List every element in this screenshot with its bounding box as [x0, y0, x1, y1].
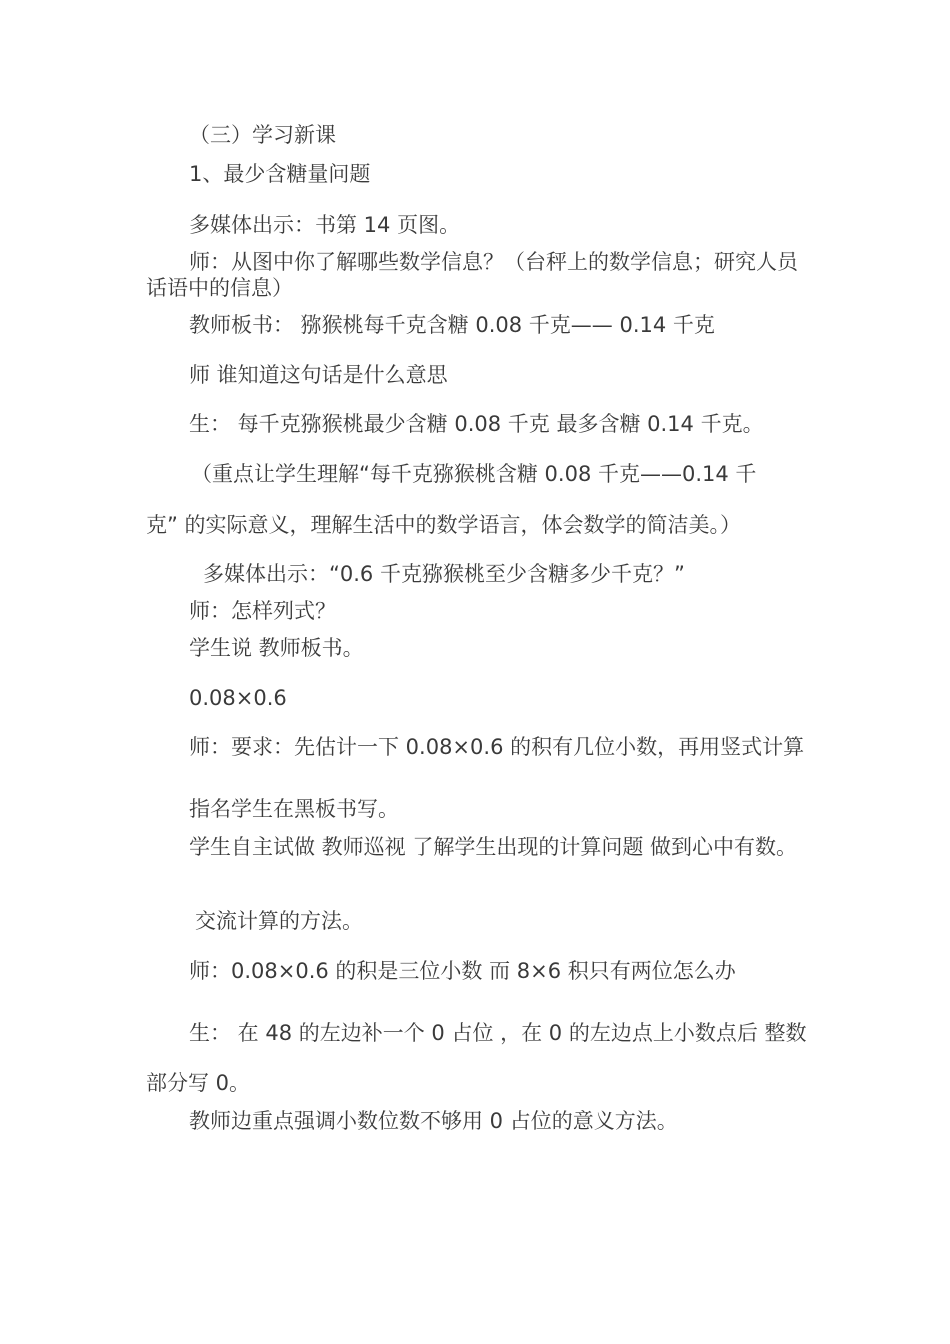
paragraph: 交流计算的方法。 — [195, 909, 363, 933]
section-heading: （三）学习新课 — [189, 123, 336, 147]
paragraph: 学生自主试做 教师巡视 了解学生出现的计算问题 做到心中有数。 — [189, 835, 798, 859]
paragraph: 多媒体出示：“0.6 千克猕猴桃至少含糖多少千克？” — [203, 562, 685, 586]
paragraph: 学生说 教师板书。 — [189, 636, 364, 660]
formula: 0.08×0.6 — [189, 686, 287, 710]
paragraph: 师：要求：先估计一下 0.08×0.6 的积有几位小数，再用竖式计算 — [189, 735, 805, 759]
paragraph: （重点让学生理解“每千克猕猴桃含糖 0.08 千克——0.14 千 — [191, 462, 757, 486]
paragraph: 多媒体出示：书第 14 页图。 — [189, 213, 461, 237]
paragraph: 师 谁知道这句话是什么意思 — [189, 363, 448, 387]
paragraph: 教师边重点强调小数位数不够用 0 占位的意义方法。 — [189, 1109, 678, 1133]
paragraph: 克” 的实际意义，理解生活中的数学语言，体会数学的简洁美。） — [146, 513, 742, 537]
paragraph: 师：从图中你了解哪些数学信息？（台秤上的数学信息；研究人员话语中的信息） — [146, 250, 798, 300]
paragraph: 师：0.08×0.6 的积是三位小数 而 8×6 积只有两位怎么办 — [189, 959, 736, 983]
paragraph: 教师板书： 猕猴桃每千克含糖 0.08 千克—— 0.14 千克 — [189, 313, 715, 337]
paragraph: 师：怎样列式？ — [189, 599, 336, 623]
paragraph: 生： 每千克猕猴桃最少含糖 0.08 千克 最多含糖 0.14 千克。 — [189, 412, 764, 436]
sub-heading: 1、最少含糖量问题 — [189, 162, 371, 186]
paragraph: 指名学生在黑板书写。 — [189, 797, 399, 821]
paragraph: 生： 在 48 的左边补一个 0 占位 ，在 0 的左边点上小数点后 整数部分写 0。 — [146, 1021, 807, 1095]
